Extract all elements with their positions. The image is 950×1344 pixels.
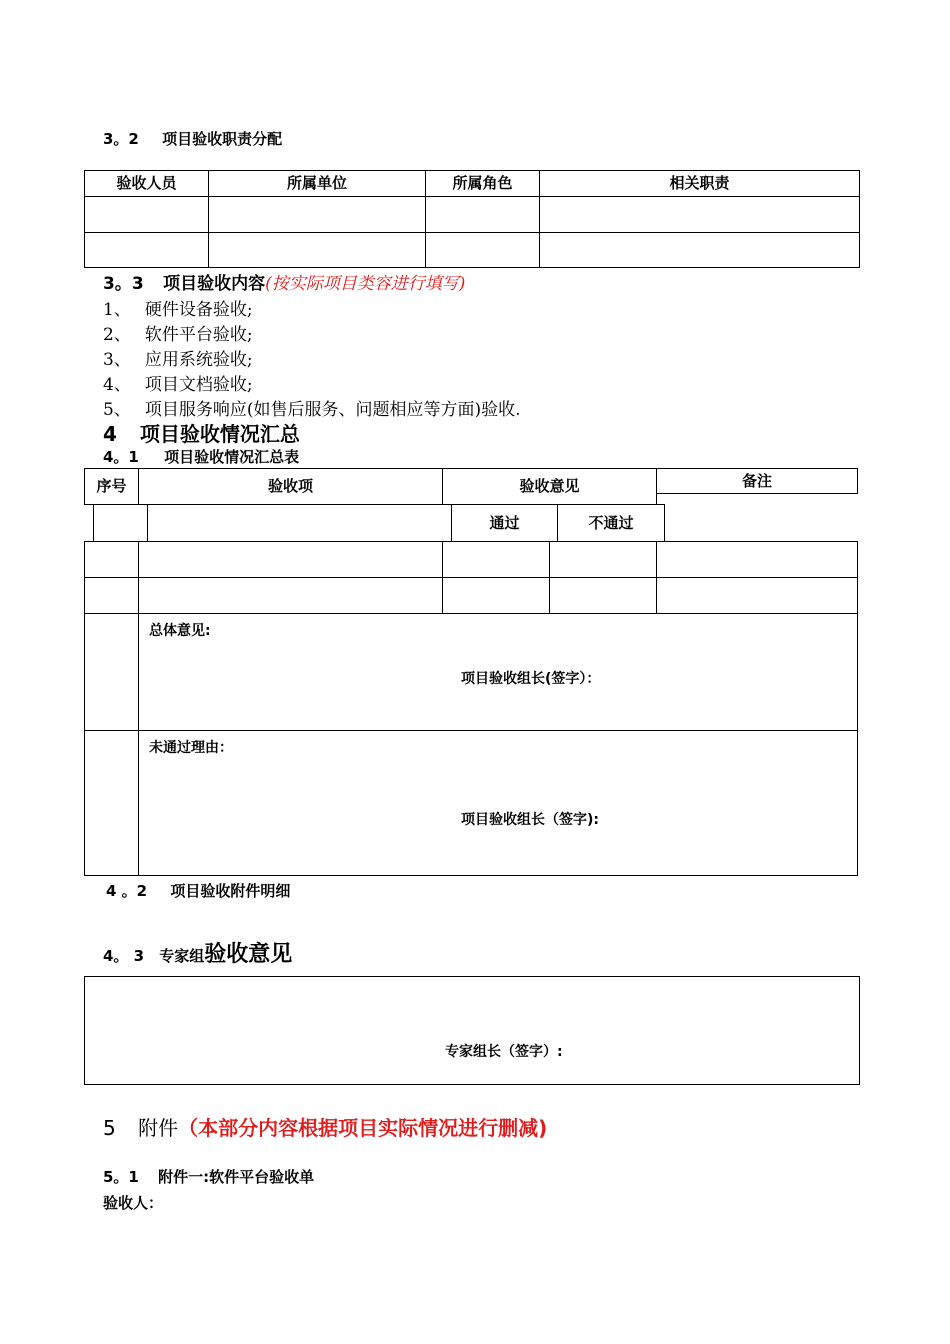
duty-cell <box>84 232 209 268</box>
section-number: 4 <box>103 422 117 446</box>
fail-reason-label: 未通过理由： <box>149 740 233 756</box>
overall-opinion-label: 总体意见: <box>149 623 211 639</box>
section-5-1-heading <box>103 1166 314 1187</box>
fail-reason-cell <box>138 730 858 876</box>
leader-sign-label: 项目验收组长(签字）： <box>461 671 601 687</box>
duty-cell <box>208 196 426 233</box>
duty-header-person: 验收人员 <box>84 170 209 197</box>
summary-cell <box>84 577 139 614</box>
summary-cell <box>84 730 139 876</box>
list-number: 5、 <box>103 400 131 420</box>
summary-subrow-cell <box>93 504 148 542</box>
list-text: 硬件设备验收; <box>144 300 253 320</box>
section-title: 项目验收内容 <box>163 274 266 294</box>
inspector-label: 验收人： <box>103 1194 164 1212</box>
section-title: 附件 <box>138 1116 179 1140</box>
section-title-emphasis: 验收意见 <box>204 942 293 967</box>
list-text: 项目文档验收; <box>144 375 253 395</box>
section-title: 专家组 <box>159 947 205 965</box>
duty-header-unit: 所属单位 <box>208 170 426 197</box>
section-4-3-heading <box>103 937 292 968</box>
section-number: 3。3 <box>103 274 144 294</box>
section-number: 4。1 <box>103 448 139 466</box>
summary-header-note: 备注 <box>656 468 858 494</box>
list-item <box>103 395 521 420</box>
summary-header-pass: 通过 <box>451 504 558 542</box>
summary-header-item: 验收项 <box>138 468 443 505</box>
list-text: 项目服务响应(如售后服务、问题相应等方面)验收. <box>144 400 521 420</box>
list-number: 2、 <box>103 325 131 345</box>
expert-sign-label: 专家组长（签字）: <box>445 1044 563 1060</box>
duty-cell <box>539 232 860 268</box>
section-3-2-heading <box>103 128 282 149</box>
summary-cell <box>549 541 657 578</box>
section-4-1-heading <box>103 446 299 467</box>
list-number: 1、 <box>103 300 131 320</box>
duty-cell <box>425 196 540 233</box>
list-text: 应用系统验收; <box>144 350 253 370</box>
duty-cell <box>539 196 860 233</box>
summary-cell <box>138 577 443 614</box>
duty-header-responsibility: 相关职责 <box>539 170 860 197</box>
section-title: 项目验收情况汇总 <box>139 422 300 446</box>
section-number: 3。2 <box>103 130 139 148</box>
list-item <box>103 345 253 370</box>
section-3-3-heading <box>103 269 465 294</box>
section-5-heading <box>103 1112 547 1141</box>
leader-sign-label: 项目验收组长（签字): <box>461 812 599 828</box>
list-number: 3、 <box>103 350 131 370</box>
summary-cell <box>442 541 550 578</box>
summary-cell <box>84 613 139 731</box>
expert-opinion-box <box>84 976 860 1085</box>
summary-cell <box>656 541 858 578</box>
section-4-2-heading <box>106 880 290 901</box>
summary-cell <box>549 577 657 614</box>
section-title: 项目验收情况汇总表 <box>164 448 300 466</box>
duty-cell <box>84 196 209 233</box>
section-number: 5 <box>103 1116 116 1140</box>
summary-cell <box>138 541 443 578</box>
section-title: 项目验收职责分配 <box>162 130 283 148</box>
summary-header-seq: 序号 <box>84 468 139 505</box>
summary-header-fail: 不通过 <box>557 504 665 542</box>
list-item <box>103 295 253 320</box>
section-number: 4。 3 <box>103 947 145 965</box>
duty-cell <box>208 232 426 268</box>
section-4-heading <box>103 418 300 447</box>
duty-cell <box>425 232 540 268</box>
section-number: 5。1 <box>103 1168 139 1186</box>
summary-header-opinion: 验收意见 <box>442 468 657 505</box>
list-number: 4、 <box>103 375 131 395</box>
duty-header-role: 所属角色 <box>425 170 540 197</box>
section-number: 4 。2 <box>106 882 148 900</box>
section-note: （本部分内容根据项目实际情况进行删减) <box>178 1116 548 1140</box>
summary-cell <box>656 577 858 614</box>
summary-cell <box>442 577 550 614</box>
section-note: (按实际项目类容进行填写) <box>265 274 466 294</box>
list-text: 软件平台验收; <box>144 325 253 345</box>
summary-cell <box>84 541 139 578</box>
section-title: 项目验收附件明细 <box>170 882 291 900</box>
list-item <box>103 320 253 345</box>
section-title: 附件一:软件平台验收单 <box>158 1168 315 1186</box>
list-item <box>103 370 253 395</box>
overall-opinion-cell <box>138 613 858 731</box>
summary-subrow-cell <box>147 504 452 542</box>
